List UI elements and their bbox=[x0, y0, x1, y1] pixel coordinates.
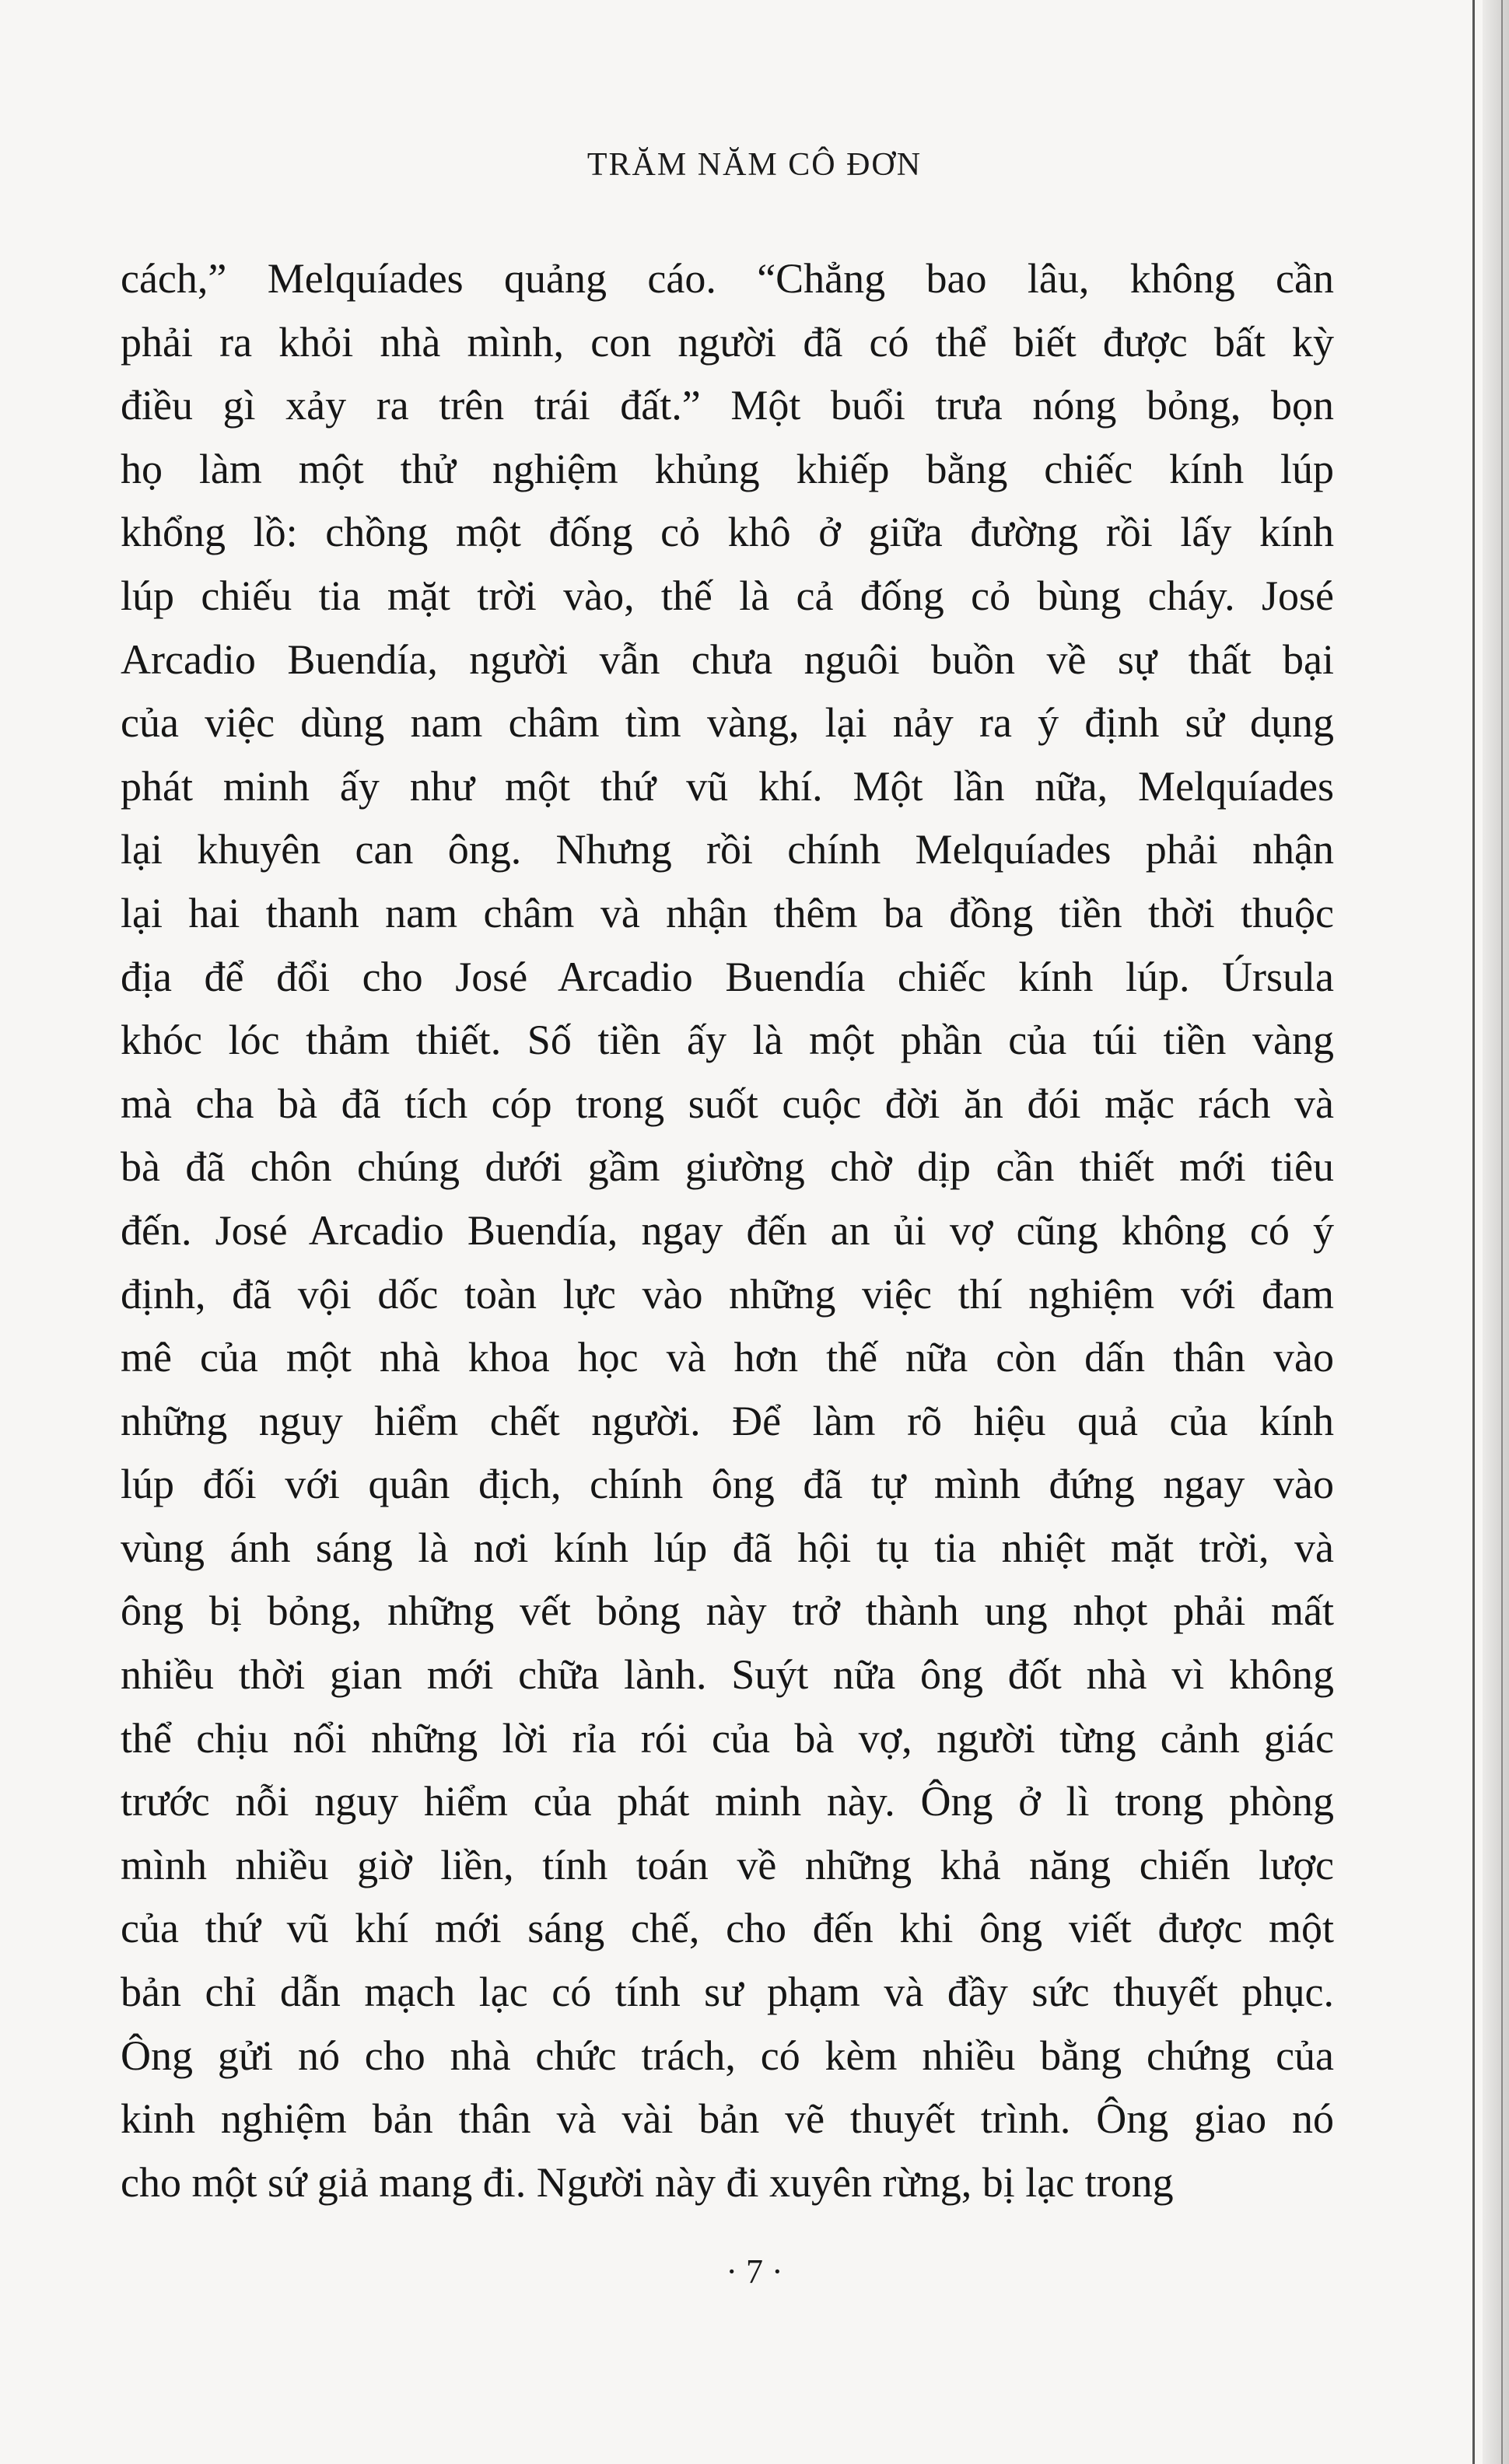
page-number: · 7 · bbox=[726, 2252, 783, 2291]
text-line: lại hai thanh nam châm và nhận thêm ba đồng tiền thời thuộc bbox=[121, 889, 1334, 936]
text-line: họ làm một thử nghiệm khủng khiếp bằng chiếc kính lúp bbox=[121, 445, 1334, 492]
text-line: bản chỉ dẫn mạch lạc có tính sư phạm và đầy sức thuyết phục. bbox=[121, 1969, 1334, 2016]
text-line: Arcadio Buendía, người vẫn chưa nguôi buồn về sự thất bại bbox=[121, 635, 1334, 683]
text-line: mê của một nhà khoa học và hơn thế nữa còn dấn thân vào bbox=[121, 1334, 1334, 1381]
text-line: lúp chiếu tia mặt trời vào, thế là cả đống cỏ bùng cháy. José bbox=[121, 572, 1334, 619]
text-line: thể chịu nổi những lời rỉa rói của bà vợ, người từng cảnh giác bbox=[121, 1714, 1334, 1762]
text-line: bà đã chôn chúng dưới gầm giường chờ dịp cần thiết mới tiêu bbox=[121, 1143, 1334, 1191]
text-line: khóc lóc thảm thiết. Số tiền ấy là một phần của túi tiền vàng bbox=[121, 1017, 1334, 1064]
text-line: những nguy hiểm chết người. Để làm rõ hiệu quả của kính bbox=[121, 1397, 1334, 1444]
text-line: vùng ánh sáng là nơi kính lúp đã hội tụ tia nhiệt mặt trời, và bbox=[121, 1524, 1334, 1571]
text-line: phát minh ấy như một thứ vũ khí. Một lần nữa, Melquíades bbox=[121, 762, 1334, 810]
text-line: đến. José Arcadio Buendía, ngay đến an ủi vợ cũng không có ý bbox=[121, 1206, 1334, 1254]
text-line: định, đã vội dốc toàn lực vào những việc thí nghiệm với đam bbox=[121, 1270, 1334, 1318]
page-edge-line-outer bbox=[1501, 0, 1503, 2464]
text-line: mà cha bà đã tích cóp trong suốt cuộc đời ăn đói mặc rách và bbox=[121, 1080, 1334, 1127]
text-line: cho một sứ giả mang đi. Người này đi xuyên rừng, bị lạc trong bbox=[121, 2158, 1174, 2206]
text-line: điều gì xảy ra trên trái đất.” Một buổi trưa nóng bỏng, bọn bbox=[121, 382, 1334, 429]
text-line: nhiều thời gian mới chữa lành. Suýt nữa ông đốt nhà vì không bbox=[121, 1651, 1334, 1699]
text-line: lúp đối với quân địch, chính ông đã tự mình đứng ngay vào bbox=[121, 1461, 1334, 1508]
body-text bbox=[121, 247, 1334, 2214]
text-line: khổng lồ: chồng một đống cỏ khô ở giữa đường rồi lấy kính bbox=[121, 509, 1334, 556]
text-line: trước nỗi nguy hiểm của phát minh này. Ông ở lì trong phòng bbox=[121, 1778, 1334, 1825]
text-line: của thứ vũ khí mới sáng chế, cho đến khi ông viết được một bbox=[121, 1905, 1334, 1952]
running-header: TRĂM NĂM CÔ ĐƠN bbox=[586, 147, 923, 183]
text-line: ông bị bỏng, những vết bỏng này trở thành ung nhọt phải mất bbox=[121, 1587, 1334, 1635]
text-line: lại khuyên can ông. Nhưng rồi chính Melquíades phải nhận bbox=[121, 826, 1334, 873]
text-line: cách,” Melquíades quảng cáo. “Chẳng bao lâu, không cần bbox=[121, 255, 1334, 302]
text-line: Ông gửi nó cho nhà chức trách, có kèm nhiều bằng chứng của bbox=[121, 2032, 1334, 2079]
text-line: địa để đổi cho José Arcadio Buendía chiếc kính lúp. Úrsula bbox=[121, 953, 1334, 1000]
page-edge-shadow bbox=[1483, 0, 1509, 2464]
page-edge-line bbox=[1472, 0, 1475, 2464]
text-line: kinh nghiệm bản thân và vài bản vẽ thuyết trình. Ông giao nó bbox=[121, 2095, 1334, 2143]
text-line: phải ra khỏi nhà mình, con người đã có thể biết được bất kỳ bbox=[121, 318, 1334, 366]
text-line: mình nhiều giờ liền, tính toán về những khả năng chiến lược bbox=[121, 1841, 1334, 1888]
text-line: của việc dùng nam châm tìm vàng, lại nảy ra ý định sử dụng bbox=[121, 699, 1334, 747]
